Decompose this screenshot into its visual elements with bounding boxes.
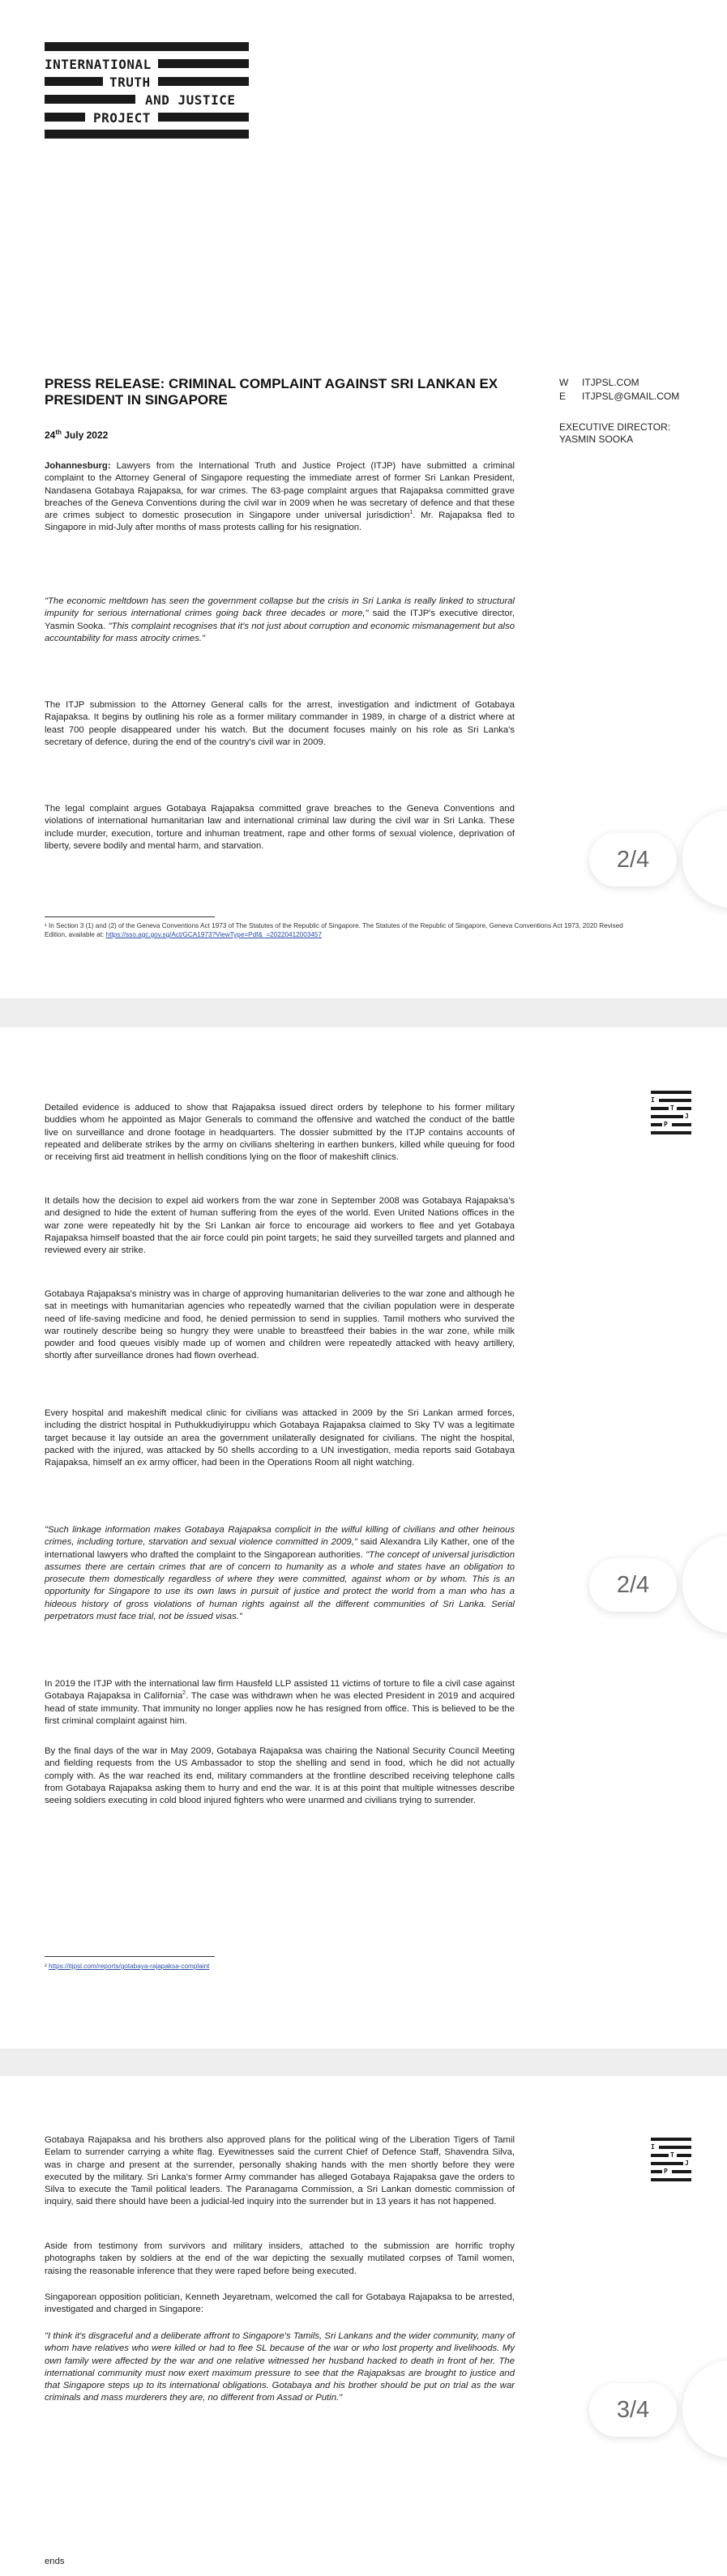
page-3 [0, 2076, 727, 2576]
page-indicator: 2/4 [589, 833, 677, 886]
paragraph: Singaporean opposition politician, Kenneth Jeyaretnam, welcomed the call for Gotabaya Rajapaksa to be arrested, investigated and charged in Singapore: [45, 2292, 515, 2315]
director-name: YASMIN SOOKA [559, 434, 634, 445]
page-1 [0, 0, 727, 998]
scroll-handle[interactable] [682, 810, 727, 908]
logo-line-1: INTERNATIONAL [45, 57, 152, 72]
footnote-link[interactable]: https://itjpsl.com/reports/gotabaya-rajapaksa-complaint [49, 1963, 210, 1970]
footnote-divider [45, 1956, 215, 1957]
logo-line-3: AND JUSTICE [145, 92, 236, 108]
contact-block [559, 376, 721, 446]
paragraph: Every hospital and makeshift medical clinic for civilians was attacked in 2009 by the Sri Lankan armed forces, including the district hospital in Puthukkudiyiruppu which Gotabaya Rajapaksa claimed to Sky TV was a legitimate target because it lay outside an area the government unilaterally designated for civilians. The night the hospital, packed with the injured, was attacked by 50 shells according to a UN investigation, media reports said Gotabaya Rajapaksa, himself an ex army officer, had been in the Operations Room all night watching. [45, 1408, 515, 1468]
paragraph: It details how the decision to expel aid workers from the war zone in September 2008 was Gotabaya Rajapaksa's and designed to hide the extent of human suffering from the eyes of the world. Even United Nations offices in the war zone were repeatedly hit by the Sri Lankan air force to encourage aid workers to flee and yet Gotabaya Rajapaksa himself boasted that the air force could pin point targets; he said they surveilled targets and planned and reviewed every air strike. [45, 1196, 515, 1256]
footnote-link[interactable]: https://sso.agc.gov.sg/Act/GCA1973?ViewType=Pdf&_=20220412003457 [105, 931, 322, 938]
website-value[interactable]: ITJPSL.COM [582, 377, 639, 388]
page-indicator: 3/4 [589, 2383, 677, 2437]
paragraph: "I think it's disgraceful and a deliberate affront to Singapore's Tamils, Sri Lankans and the wider community, many of whom have relatives who were killed or had to flee SL because of the war or who lost property and livelihoods. My own family were affected by the war and one relative witnessed her husband hacked to death in front of her. The international community must now exert maximum pressure to see that the Rajapaksas are brought to justice and that Singapore steps up to its international obligations. Gotabaya and his brother should be put on trial as the war criminals and mass murderers they are, no different from Assad or Putin." [45, 2331, 515, 2403]
paragraph: The legal complaint argues Gotabaya Rajapaksa committed grave breaches to the Geneva Conventions and violations of international humanitarian law and international criminal law during the civil war in Sri Lanka. These include murder, execution, torture and inhuman treatment, rape and other forms of sexual violence, deprivation of liberty, severe bodily and mental harm, and starvation. [45, 804, 515, 851]
itjp-small-logo: I T J P [651, 2138, 691, 2185]
page-2 [0, 1027, 727, 2048]
scroll-handle[interactable] [682, 1536, 727, 1633]
ends-marker: ends [45, 2557, 65, 2566]
logo-line-4: PROJECT [93, 110, 151, 126]
paragraph: Gotabaya Rajapaksa and his brothers also approved plans for the political wing of the Liberation Tigers of Tamil Eelam to surrender carrying a white flag. Eyewitnesses said the current Chief of Defence Staff, Shavendra Silva, was in charge and present at the surrender, personally shaking hands with the men shortly before they were executed by the military. Sri Lanka's former Army commander has alleged Gotabaya Rajapaksa gave the orders to Silva to execute the Tamil political leaders. The Paranagama Commission, a Sri Lankan domestic commission of inquiry, said there should have been a judicial-led inquiry into the surrender but in 13 years it has not happened. [45, 2135, 515, 2207]
footnote-divider [45, 916, 215, 917]
itjp-logo [45, 42, 251, 138]
page-indicator: 2/4 [589, 1558, 677, 1612]
paragraph: Aside from testimony from survivors and military insiders, attached to the submission are horrific trophy photographs taken by soldiers at the end of the war depicting the sexually mutilated corpses of Tamil women, raising the reasonable inference that they were raped before being executed. [45, 2241, 515, 2276]
website-label: W [559, 377, 569, 388]
director-label: EXECUTIVE DIRECTOR: [559, 421, 671, 433]
paragraph: In 2019 the ITJP with the international law firm Hausfeld LLP assisted 11 victims of torture to file a civil case against Gotabaya Rajapaksa in California$^2$. The case was withdrawn when he was elected President in 2019 and acquired head of state immunity. That immunity no longer applies now he has resigned from office. This is believed to be the first criminal complaint against him. [45, 1679, 515, 1726]
email-label: E [559, 391, 567, 402]
scroll-handle[interactable] [682, 2360, 727, 2458]
release-date: 24th July 2022 [45, 429, 109, 441]
paragraph: "Such linkage information makes Gotabaya Rajapaksa complicit in the wilful killing of civilians and other heinous crimes, including torture, starvation and sexual violence committed in 2009," said Alexandra Lily Kather, one of the international lawyers who drafted the complaint to the Singaporean authorities. "The concept of universal jurisdiction assumes there are certain crimes that are of concern to humanity as a whole and states have an obligation to prosecute them domestically regardless of where they were committed, against whom or by whom. This is an opportunity for Singapore to use its own laws in pursuit of justice and protect the world from a man who has a hideous history of gross violations of human rights against all the different communities of Sri Lanka. Serial perpetrators must face trial, not be issued visas." [45, 1525, 515, 1622]
paragraph: The ITJP submission to the Attorney General calls for the arrest, investigation and indictment of Gotabaya Rajapaksa. It begins by outlining his role as a former military commander in 1989, in charge of a district where at least 700 people disappeared under his watch. But the document focuses mainly on his role as Sri Lanka's secretary of defence, during the end of the country's civil war in 2009. [45, 700, 515, 747]
paragraph: "The economic meltdown has seen the government collapse but the crisis in Sri Lanka is really linked to structural impunity for serious international crimes going back three decades or more," said the ITJP's executive director, Yasmin Sooka. "This complaint recognises that it's not just about corruption and economic mismanagement but also accountability for mass atrocity crimes." [45, 596, 515, 643]
itjp-small-logo: I T J P [651, 1091, 691, 1138]
footnote: ² https://itjpsl.com/reports/gotabaya-rajapaksa-complaint [45, 1963, 210, 1970]
paragraph: Gotabaya Rajapaksa's ministry was in charge of approving humanitarian deliveries to the war zone and although he sat in meetings with humanitarian agencies who repeatedly warned that the civilian population were in desperate need of life-saving medicine and food, he denied permission to send in supplies. Tamil mothers who survived the war routinely describe being so hungry they were unable to breastfeed their babies in the war zone, while milk powder and food queues visibly made up of women and children were repeatedly attacked with heavy artillery, shortly after surveillance drones had flown overhead. [45, 1289, 515, 1361]
paragraph: Johannesburg: Lawyers from the International Truth and Justice Project (ITJP) have submitted a criminal complaint to the Attorney General of Singapore requesting the immediate arrest of former Sri Lankan President, Nandasena Gotabaya Rajapaksa, for war crimes. The 63-page complaint argues that Rajapaksa committed grave breaches of the Geneva Conventions during the civil war in 2009 when he was secretary of defence and that these are crimes subject to domestic prosecution in Singapore under universal jurisdiction$^1$. Mr. Rajapaksa fled to Singapore in mid-July after months of mass protests calling for his resignation. [45, 461, 515, 533]
footnote: ¹ In Section 3 (1) and (2) of the Geneva Conventions Act 1973 of The Statutes of the Republic of Singapore. The Statutes of the Republic of Singapore, Geneva Conventions Act 1973, 2020 Revised Edition, available at: https://sso.agc.gov.sg/Act/GCA1973?ViewType=Pdf&_=20220412003457 [45, 922, 623, 938]
email-value[interactable]: ITJPSL@GMAIL.COM [582, 391, 680, 402]
logo-line-2: TRUTH [109, 75, 151, 90]
page-title: PRESS RELEASE: CRIMINAL COMPLAINT AGAINST SRI LANKAN EX PRESIDENT IN SINGAPORE [45, 376, 498, 408]
paragraph: By the final days of the war in May 2009, Gotabaya Rajapaksa was chairing the National Security Council Meeting and fielding requests from the US Ambassador to stop the shelling and send in food, which he did not actually comply with. As the war reached its end, military commanders at the frontline described receiving telephone calls from Gotabaya Rajapaksa asking them to hurry and end the war. It is at this point that multiple witnesses describe seeing soldiers executing in cold blood injured fighters who were unarmed and civilians trying to surrender. [45, 1746, 515, 1806]
paragraph: Detailed evidence is adduced to show that Rajapaksa issued direct orders by telephone to his former military buddies whom he appointed as Major Generals to command the offensive and watched the conduct of the battle live on surveillance and drone footage in headquarters. The dossier submitted by the ITJP contains accounts of repeated and deliberate strikes by the army on civilians sheltering in earthen bunkers, killed while queuing for food or receiving first aid treatment in hellish conditions lying on the floor of makeshift clinics. [45, 1103, 515, 1163]
